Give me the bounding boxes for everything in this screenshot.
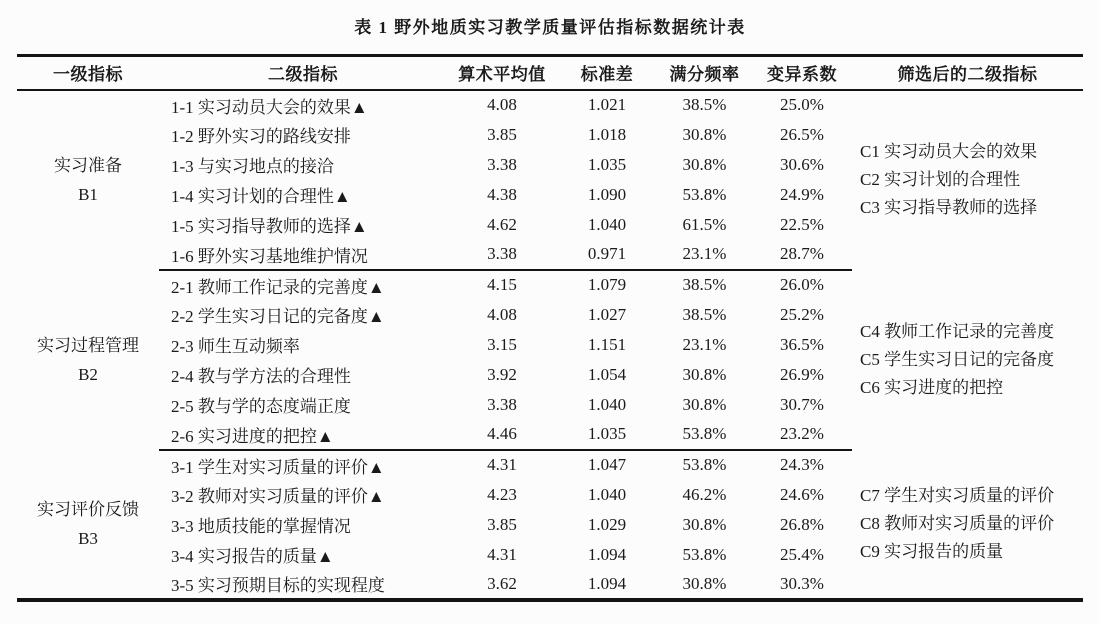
cv-cell: 25.2% [780,304,824,324]
full-freq-cell: 23.1% [682,334,727,354]
cv-cell: 23.2% [752,420,852,450]
indicator-cell: 1-3 与实习地点的接洽 [171,157,334,176]
filtered-indicators-cell [852,450,1083,600]
indicator-cell: 2-4 教与学方法的合理性 [171,367,351,386]
mean-cell: 4.23 [487,484,517,504]
mean-cell: 4.08 [487,95,517,114]
table-body [17,90,1083,600]
full-freq-cell: 38.5% [682,304,727,324]
table-row [17,450,1083,480]
indicator-cell: 1-1 实习动员大会的效果▲ [171,97,368,117]
filtered-indicator-item: C2 实习计划的合理性 [860,170,1021,189]
indicator-cell: 3-2 教师对实习质量的评价▲ [171,487,385,506]
std-cell: 1.094 [557,570,657,600]
cv-cell: 36.5% [780,334,824,354]
header-row [17,56,1083,90]
indicator-cell: 2-6 实习进度的把控▲ [159,420,447,450]
full-freq-cell: 30.8% [682,124,727,144]
indicator-cell: 3-1 学生对实习质量的评价▲ [171,457,385,477]
std-cell: 1.040 [587,484,627,504]
cv-cell: 25.0% [780,95,824,114]
cv-cell: 25.4% [780,544,824,564]
cv-cell: 24.9% [780,184,824,204]
header-filtered-indicators: 筛选后的二级指标 [852,56,1083,90]
std-cell: 1.035 [587,154,627,174]
table-header [17,56,1083,90]
mean-cell: 4.38 [487,184,517,204]
header-standard-deviation: 标准差 [557,56,657,90]
group-label: 实习准备 [54,156,122,175]
mean-cell: 4.31 [487,455,517,474]
mean-cell: 4.08 [487,304,517,324]
group-label-cell [17,90,159,270]
std-cell: 1.035 [557,420,657,450]
mean-cell: 4.15 [487,275,517,294]
indicator-cell: 1-6 野外实习基地维护情况 [159,240,447,270]
filtered-indicator-item: C9 实习报告的质量 [860,541,1004,561]
indicator-cell: 1-4 实习计划的合理性▲ [171,187,351,206]
filtered-indicator-item: C6 实习进度的把控 [860,377,1004,397]
std-cell: 1.027 [587,304,627,324]
std-cell: 1.054 [587,364,627,384]
indicator-cell: 2-1 教师工作记录的完善度▲ [171,277,385,297]
mean-cell: 3.38 [447,240,557,270]
header-level2-indicator: 二级指标 [159,56,447,90]
std-cell: 1.047 [587,455,627,474]
group-code: B2 [78,364,98,384]
full-freq-cell: 30.8% [682,394,727,414]
cv-cell: 22.5% [780,214,824,234]
mean-cell: 4.31 [487,544,517,564]
mean-cell: 3.62 [447,570,557,600]
full-freq-cell: 53.8% [682,184,727,204]
cv-cell: 24.6% [780,484,824,504]
indicator-cell: 2-5 教与学的态度端正度 [171,397,351,416]
full-freq-cell: 30.8% [682,514,727,534]
table-row [17,270,1083,300]
table-row [17,90,1083,120]
std-cell: 1.040 [587,394,627,414]
statistics-table [17,54,1083,602]
indicator-cell: 1-5 实习指导教师的选择▲ [171,217,368,236]
header-arithmetic-mean: 算术平均值 [447,56,557,90]
group-label-cell [17,270,159,450]
indicator-cell: 2-3 师生互动频率 [171,337,300,356]
full-freq-cell: 61.5% [682,214,727,234]
indicator-cell: 3-4 实习报告的质量▲ [171,547,334,566]
std-cell: 1.151 [587,334,627,354]
mean-cell: 4.46 [447,420,557,450]
std-cell: 0.971 [557,240,657,270]
full-freq-cell: 38.5% [682,275,727,294]
mean-cell: 3.92 [487,364,517,384]
filtered-indicator-item: C4 教师工作记录的完善度 [860,321,1055,341]
cv-cell: 26.9% [780,364,824,384]
std-cell: 1.040 [587,214,627,234]
header-level1-indicator: 一级指标 [17,56,159,90]
group-label: 实习过程管理 [37,335,139,355]
group-label: 实习评价反馈 [37,499,139,519]
std-cell: 1.079 [587,275,627,294]
std-cell: 1.018 [587,124,627,144]
filtered-indicator-item: C3 实习指导教师的选择 [860,198,1038,217]
header-coefficient-of-variation: 变异系数 [752,56,852,90]
full-freq-cell: 30.8% [657,570,752,600]
full-freq-cell: 23.1% [657,240,752,270]
full-freq-cell: 30.8% [682,364,727,384]
indicator-cell: 1-2 野外实习的路线安排 [171,127,351,146]
full-freq-cell: 30.8% [682,154,727,174]
full-freq-cell: 46.2% [682,484,727,504]
mean-cell: 3.38 [487,394,517,414]
full-freq-cell: 53.8% [682,455,727,474]
cv-cell: 30.7% [780,394,824,414]
mean-cell: 3.85 [487,124,517,144]
cv-cell: 28.7% [752,240,852,270]
mean-cell: 3.85 [487,514,517,534]
std-cell: 1.094 [587,544,627,564]
indicator-cell: 3-5 实习预期目标的实现程度 [159,570,447,600]
header-full-score-frequency: 满分频率 [657,56,752,90]
full-freq-cell: 53.8% [682,544,727,564]
std-cell: 1.029 [587,514,627,534]
indicator-cell: 2-2 学生实习日记的完备度▲ [171,307,385,326]
mean-cell: 3.15 [487,334,517,354]
filtered-indicator-item: C1 实习动员大会的效果 [860,142,1038,161]
std-cell: 1.021 [587,95,627,114]
cv-cell: 26.5% [780,124,824,144]
cv-cell: 30.6% [780,154,824,174]
group-label-cell [17,450,159,600]
group-code: B1 [78,185,98,204]
filtered-indicator-item: C8 教师对实习质量的评价 [860,513,1055,533]
mean-cell: 3.38 [487,154,517,174]
std-cell: 1.090 [587,184,627,204]
full-freq-cell: 38.5% [682,95,727,114]
full-freq-cell: 53.8% [657,420,752,450]
filtered-indicator-item: C5 学生实习日记的完备度 [860,349,1055,369]
cv-cell: 26.8% [780,514,824,534]
mean-cell: 4.62 [487,214,517,234]
indicator-cell: 3-3 地质技能的掌握情况 [171,517,351,536]
cv-cell: 30.3% [752,570,852,600]
filtered-indicators-cell [852,270,1083,450]
cv-cell: 24.3% [780,455,824,474]
group-code: B3 [78,528,98,548]
cv-cell: 26.0% [780,275,824,294]
filtered-indicator-item: C7 学生对实习质量的评价 [860,485,1055,505]
page-title: 表 1 野外地质实习教学质量评估指标数据统计表 [354,18,746,37]
filtered-indicators-cell [852,90,1083,270]
